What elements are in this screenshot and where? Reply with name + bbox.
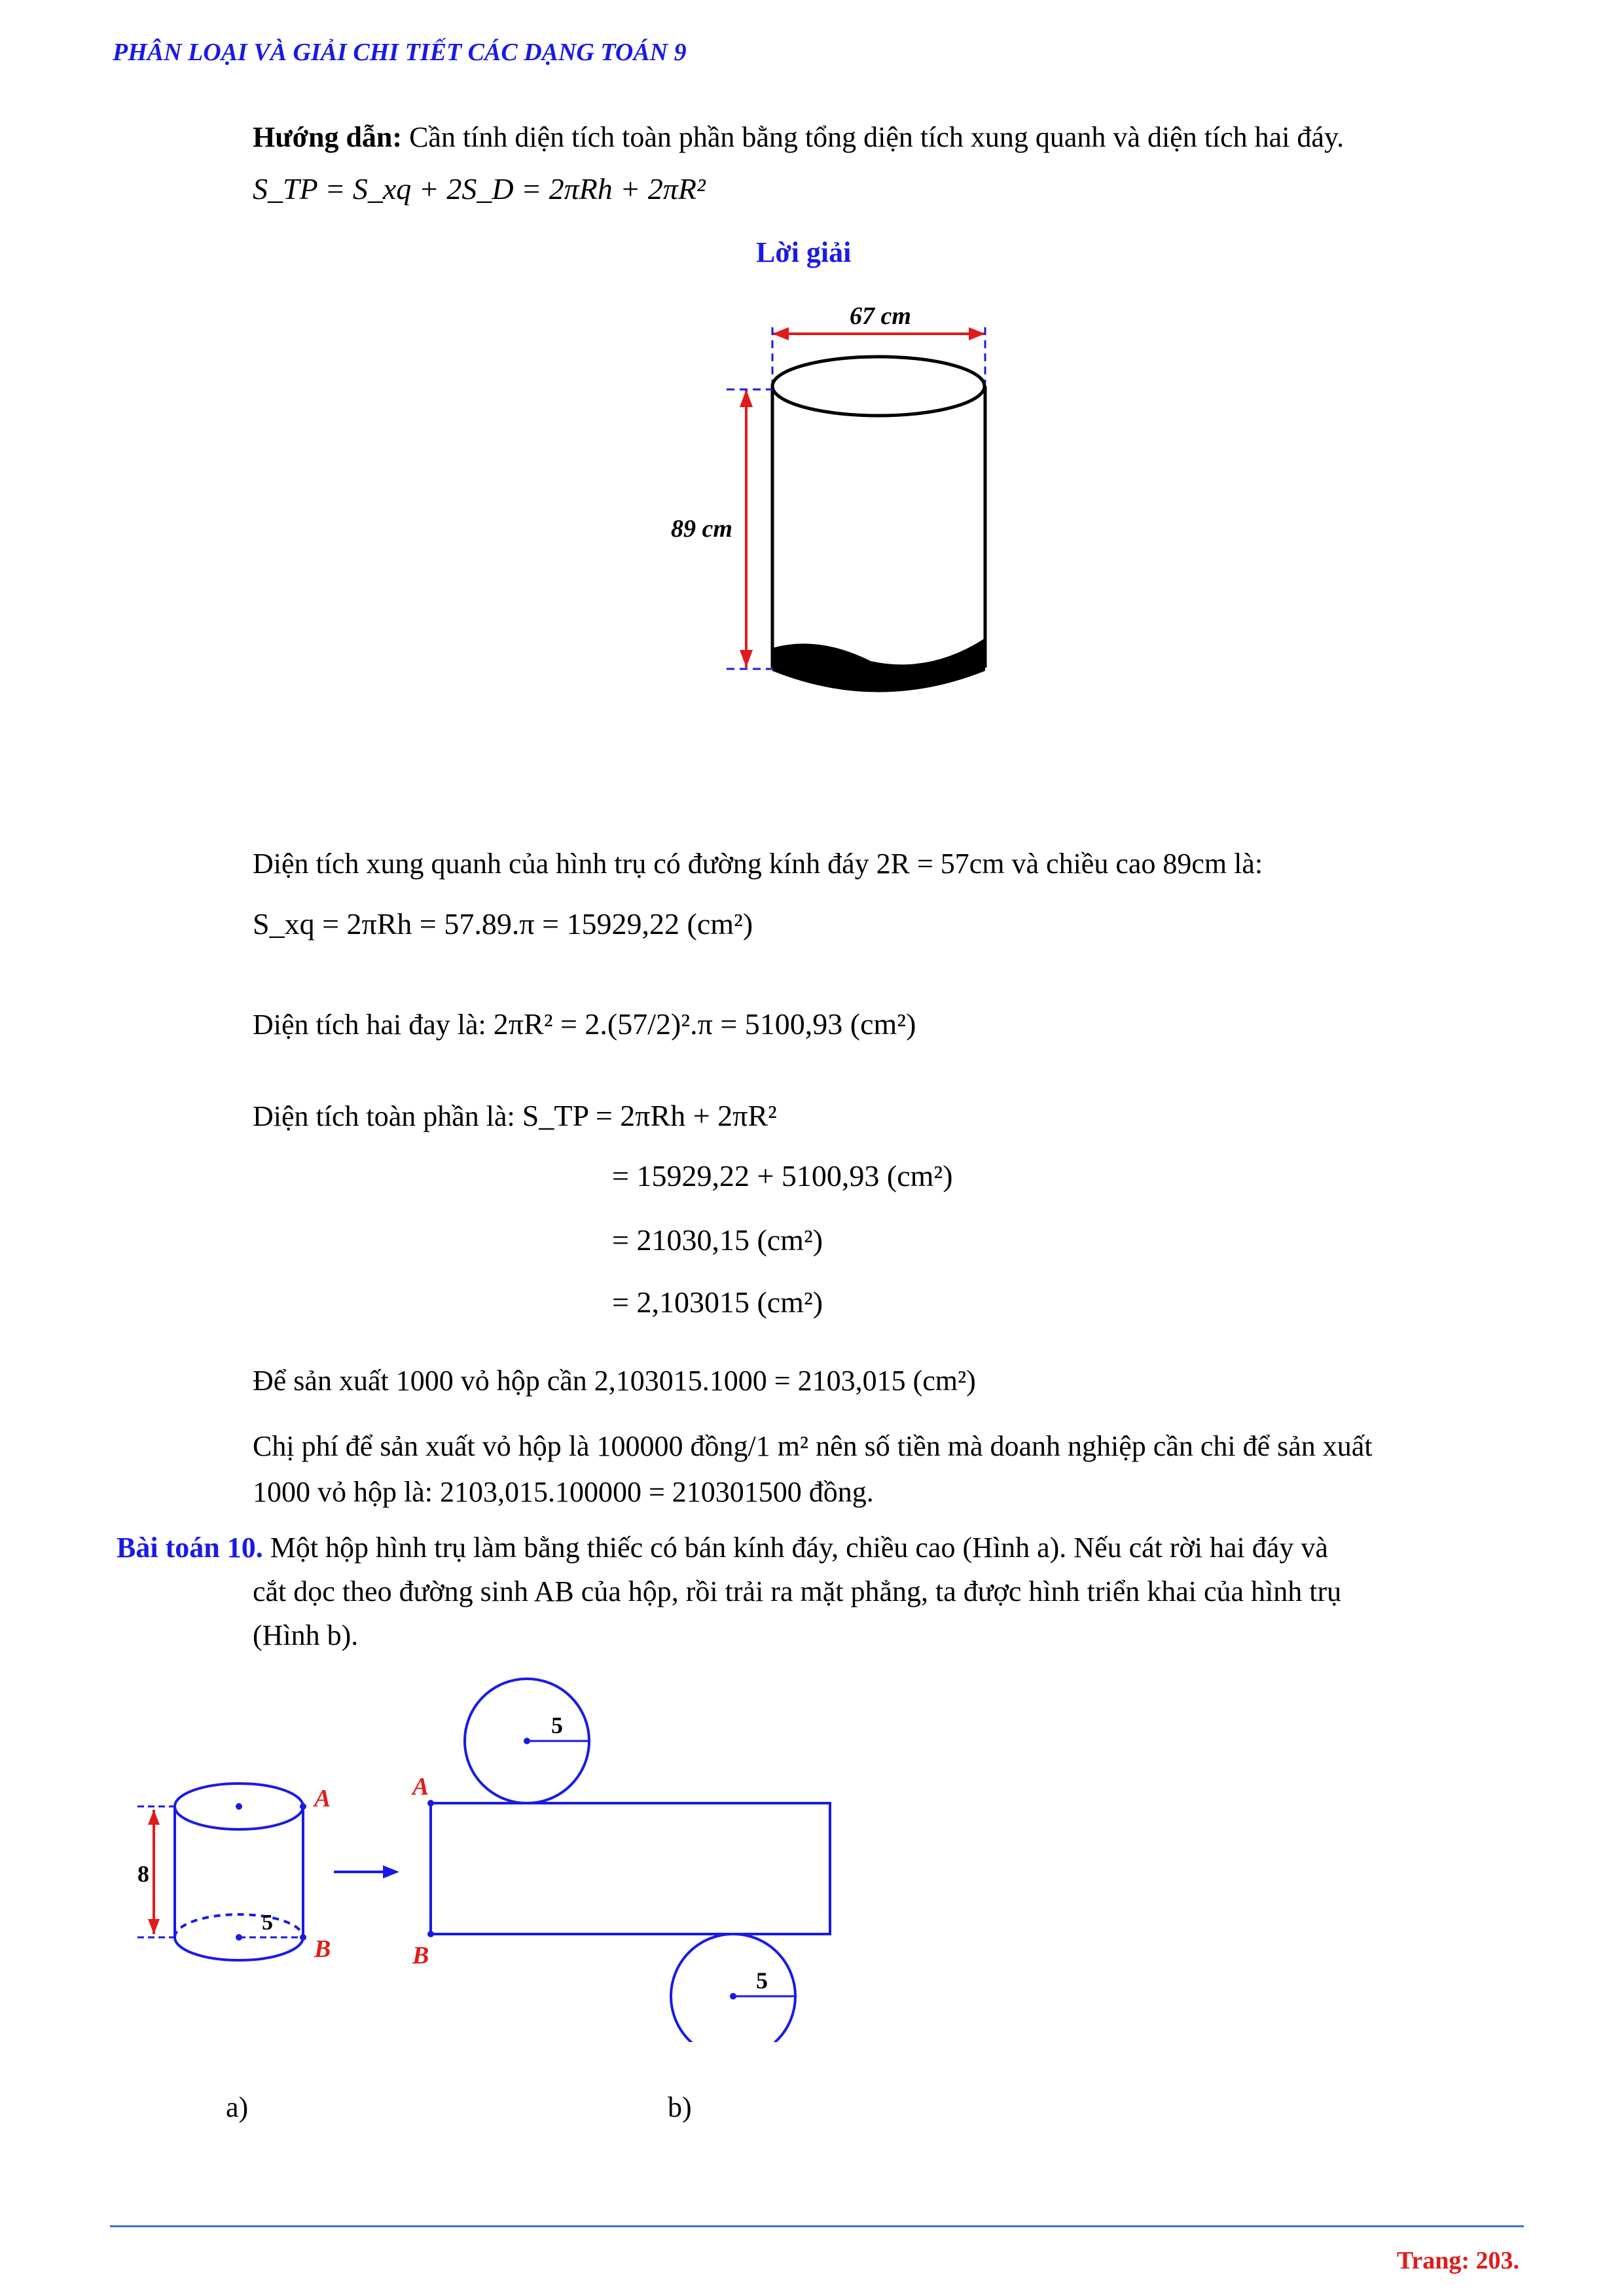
figure-b-net — [399, 1676, 871, 2042]
solution-title: Lời giải — [756, 236, 852, 268]
cylinder-bottom-shading — [772, 638, 985, 692]
guide-line — [253, 118, 1344, 157]
line-2: S_xq = 2πRh = 57.89.π = 15929,22 (cm²) — [253, 907, 753, 941]
line-3 — [253, 1005, 916, 1045]
line-7: = 2,103015 (cm²) — [612, 1285, 823, 1319]
line-9: Chị phí để sản xuất vỏ hộp là 100000 đồng/1 m² nên số tiền mà doanh nghiệp cần chi để sản xuất — [253, 1430, 1373, 1462]
caption-a: a) — [226, 2091, 249, 2123]
fig-a-radius-label: 5 — [262, 1910, 273, 1935]
line-3-math: 2πR² = 2.(57/2)².π = 5100,93 (cm²) — [493, 1007, 916, 1041]
line-3-text: Diện tích hai đay là: — [253, 1009, 494, 1041]
right-arrow-icon — [331, 1859, 403, 1885]
page-header-title: PHÂN LOẠI VÀ GIẢI CHI TIẾT CÁC DẠNG TOÁN 9 — [113, 39, 687, 66]
problem-line-3: (Hình b). — [253, 1619, 359, 1651]
fig-a-height-label: 8 — [137, 1861, 149, 1887]
guide-formula: S_TP = S_xq + 2S_D = 2πRh + 2πR² — [253, 172, 706, 206]
page-number: Trang: 203. — [1396, 2247, 1519, 2274]
line-4 — [253, 1096, 777, 1136]
fig-b-radius-top: 5 — [551, 1712, 563, 1738]
guide-label: Hướng dẫn: — [253, 121, 403, 153]
fig-a-point-a: A — [314, 1785, 331, 1812]
figure-a-cylinder — [124, 1754, 360, 1983]
line-5: = 15929,22 + 5100,93 (cm²) — [612, 1159, 953, 1193]
fig-b-point-b: B — [412, 1942, 429, 1969]
height-label: 89 cm — [671, 515, 732, 543]
fig-a-point-b: B — [314, 1935, 331, 1963]
footer-divider — [110, 2225, 1524, 2227]
guide-text: Cần tính diện tích toàn phần bằng tổng diện tích xung quanh và diện tích hai đáy. — [402, 121, 1344, 153]
line-1: Diện tích xung quanh của hình trụ có đường kính đáy 2R = 57cm và chiều cao 89cm là: — [253, 848, 1263, 880]
fig-b-radius-bottom: 5 — [756, 1967, 768, 1994]
problem-line-1 — [117, 1528, 1328, 1568]
line-10: 1000 vỏ hộp là: 2103,015.100000 = 210301500 đồng. — [253, 1476, 874, 1508]
fig-b-point-a: A — [412, 1773, 429, 1801]
cylinder-top — [772, 357, 984, 416]
line-8: Để sản xuất 1000 vỏ hộp cần 2,103015.1000 = 2103,015 (cm²) — [253, 1365, 976, 1397]
line-4-text: Diện tích toàn phần là: — [253, 1100, 522, 1132]
problem-label: Bài toán 10. — [117, 1532, 263, 1564]
cylinder-figure — [655, 295, 1060, 740]
line-6: = 21030,15 (cm²) — [612, 1223, 823, 1257]
problem-line-2: cắt dọc theo đường sinh AB của hộp, rồi trải ra mặt phẳng, ta được hình triển khai của hình trụ — [253, 1575, 1342, 1607]
width-label: 67 cm — [850, 302, 911, 330]
problem-text-1: Một hộp hình trụ làm bằng thiếc có bán kính đáy, chiều cao (Hình a). Nếu cát rời hai đáy và — [262, 1532, 1328, 1564]
line-4-math: S_TP = 2πRh + 2πR² — [522, 1099, 777, 1132]
caption-b: b) — [668, 2091, 692, 2123]
